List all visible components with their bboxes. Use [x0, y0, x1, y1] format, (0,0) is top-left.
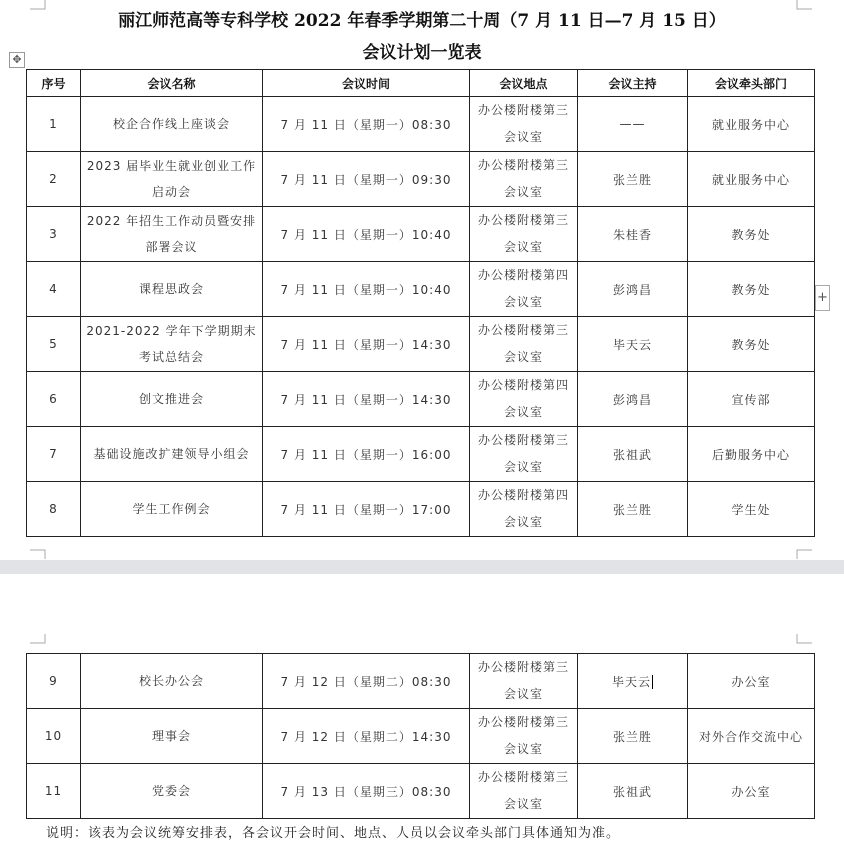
row-number-cell[interactable] [27, 427, 81, 482]
meeting-host-cell[interactable] [578, 97, 688, 152]
meeting-department-cell[interactable] [688, 482, 815, 537]
meeting-host-text: 张兰胜 [612, 502, 652, 517]
meeting-time-text: 7 月 11 日（星期一）10:40 [280, 227, 452, 242]
meeting-name-text: 2023 届毕业生就业创业工作启动会 [86, 159, 257, 199]
location-line: 办公楼附楼第三 [477, 433, 569, 447]
location-line: 会议室 [503, 515, 543, 529]
header-cell-time: 会议时间 [263, 70, 470, 97]
meeting-host-cell[interactable] [578, 482, 688, 537]
table-row [27, 654, 815, 709]
page-break-gap [0, 560, 844, 574]
meeting-time-cell[interactable] [263, 207, 470, 262]
meeting-location-cell[interactable] [470, 654, 578, 709]
table-row [27, 709, 815, 764]
meeting-time-cell[interactable] [263, 317, 470, 372]
meeting-host-text: 彭鸿昌 [612, 392, 652, 407]
meeting-location-cell[interactable] [470, 764, 578, 819]
location-line: 会议室 [503, 295, 543, 309]
meeting-department-text: 就业服务中心 [711, 172, 790, 187]
page-corner-mark-icon [30, 549, 46, 559]
meeting-time-text: 7 月 12 日（星期二）14:30 [280, 729, 452, 744]
meeting-department-cell[interactable] [688, 372, 815, 427]
meeting-host-cell[interactable] [578, 654, 688, 709]
meeting-department-text: 教务处 [731, 337, 771, 352]
location-line: 办公楼附楼第四 [477, 268, 569, 282]
meeting-time-cell[interactable] [263, 97, 470, 152]
meeting-time-cell[interactable] [263, 372, 470, 427]
meeting-time-cell[interactable] [263, 709, 470, 764]
meeting-location-cell[interactable] [470, 482, 578, 537]
table-row [27, 207, 815, 262]
meeting-host-text: 张祖武 [612, 784, 652, 799]
meeting-host-cell[interactable] [578, 427, 688, 482]
location-line: 办公楼附楼第三 [477, 660, 569, 674]
meeting-host-cell[interactable] [578, 207, 688, 262]
meeting-name-cell[interactable] [81, 152, 263, 207]
meeting-department-text: 对外合作交流中心 [698, 729, 803, 744]
location-line: 会议室 [503, 797, 543, 811]
meeting-department-text: 教务处 [731, 227, 771, 242]
meeting-host-text: 毕天云 [611, 674, 651, 689]
meeting-department-cell[interactable] [688, 709, 815, 764]
row-number-cell[interactable] [27, 654, 81, 709]
meeting-name-cell[interactable] [81, 262, 263, 317]
row-number-text: 8 [49, 502, 58, 516]
location-line: 办公楼附楼第三 [477, 715, 569, 729]
meeting-name-cell[interactable] [81, 372, 263, 427]
meeting-name-cell[interactable] [81, 427, 263, 482]
meeting-department-text: 就业服务中心 [711, 117, 790, 132]
row-number-text: 5 [49, 337, 58, 351]
header-cell-department: 会议牵头部门 [688, 70, 815, 97]
location-line: 办公楼附楼第四 [477, 378, 569, 392]
meeting-location-cell[interactable] [470, 152, 578, 207]
row-number-text: 2 [49, 172, 58, 186]
location-line: 会议室 [503, 460, 543, 474]
meeting-time-cell[interactable] [263, 262, 470, 317]
table-row [27, 317, 815, 372]
meeting-name-cell[interactable] [81, 207, 263, 262]
header-cell-no: 序号 [27, 70, 81, 97]
meeting-location-cell[interactable] [470, 317, 578, 372]
meeting-location-cell[interactable] [470, 262, 578, 317]
meeting-host-text: 张兰胜 [612, 172, 652, 187]
table-row [27, 152, 815, 207]
meeting-time-text: 7 月 11 日（星期一）14:30 [280, 337, 452, 352]
meeting-name-text: 基础设施改扩建领导小组会 [93, 447, 250, 461]
location-line: 办公楼附楼第三 [477, 103, 569, 117]
row-number-text: 9 [49, 674, 58, 688]
meeting-host-cell[interactable] [578, 372, 688, 427]
meeting-location-cell[interactable] [470, 207, 578, 262]
location-line: 办公楼附楼第三 [477, 323, 569, 337]
meeting-name-text: 2021-2022 学年下学期期末考试总结会 [86, 324, 257, 364]
location-line: 会议室 [503, 742, 543, 756]
row-number-text: 3 [49, 227, 58, 241]
header-cell-host: 会议主持 [578, 70, 688, 97]
location-line: 会议室 [503, 405, 543, 419]
meeting-time-text: 7 月 11 日（星期一）10:40 [280, 282, 452, 297]
document-title-line2: 会议计划一览表 [362, 43, 482, 63]
meeting-host-text: 彭鸿昌 [612, 282, 652, 297]
meeting-name-cell[interactable] [81, 482, 263, 537]
meeting-department-cell[interactable] [688, 317, 815, 372]
row-number-text: 10 [44, 729, 63, 743]
page-corner-mark-icon [30, 0, 46, 10]
row-number-text: 11 [44, 784, 63, 798]
meeting-host-text: 毕天云 [612, 337, 652, 352]
meeting-department-cell[interactable] [688, 207, 815, 262]
meeting-department-text: 宣传部 [731, 392, 771, 407]
row-number-text: 1 [49, 117, 58, 131]
row-number-cell[interactable] [27, 262, 81, 317]
table-row [27, 372, 815, 427]
meeting-host-text: —— [619, 117, 646, 131]
meeting-name-cell[interactable] [81, 654, 263, 709]
location-line: 会议室 [503, 240, 543, 254]
meeting-location-cell[interactable] [470, 97, 578, 152]
meeting-host-cell[interactable] [578, 317, 688, 372]
location-line: 办公楼附楼第三 [477, 770, 569, 784]
header-cell-location: 会议地点 [470, 70, 578, 97]
row-number-text: 7 [49, 447, 58, 461]
meeting-time-cell[interactable] [263, 482, 470, 537]
table-move-handle-icon[interactable]: ✥ [9, 52, 25, 68]
meeting-host-text: 张兰胜 [612, 729, 652, 744]
row-number-cell[interactable] [27, 482, 81, 537]
table-row [27, 262, 815, 317]
page-corner-mark-icon [796, 549, 812, 559]
meeting-time-text: 7 月 11 日（星期一）16:00 [280, 447, 452, 462]
location-line: 会议室 [503, 687, 543, 701]
meeting-time-text: 7 月 11 日（星期一）09:30 [280, 172, 452, 187]
meeting-time-text: 7 月 11 日（星期一）17:00 [280, 502, 452, 517]
header-cell-name: 会议名称 [81, 70, 263, 97]
meeting-host-cell[interactable] [578, 262, 688, 317]
meeting-time-text: 7 月 13 日（星期三）08:30 [280, 784, 452, 799]
table-row [27, 97, 815, 152]
table-header-row [27, 70, 815, 97]
row-number-text: 4 [49, 282, 58, 296]
row-number-cell[interactable] [27, 207, 81, 262]
meeting-host-text: 朱桂香 [612, 227, 652, 242]
table-row [27, 482, 815, 537]
meeting-time-text: 7 月 11 日（星期一）08:30 [280, 117, 452, 132]
meeting-name-text: 课程思政会 [138, 282, 204, 296]
meeting-host-cell[interactable] [578, 152, 688, 207]
meeting-location-cell[interactable] [470, 427, 578, 482]
meeting-department-text: 教务处 [731, 282, 771, 297]
meeting-host-cell[interactable] [578, 709, 688, 764]
row-number-cell[interactable] [27, 317, 81, 372]
document-title-line1: 丽江师范高等专科学校 2022 年春季学期第二十周（7 月 11 日—7 月 15 日） [118, 11, 726, 31]
meeting-time-cell[interactable] [263, 764, 470, 819]
meeting-name-text: 创文推进会 [138, 392, 204, 406]
meeting-location-cell[interactable] [470, 709, 578, 764]
row-number-cell[interactable] [27, 372, 81, 427]
meeting-name-cell[interactable] [81, 317, 263, 372]
meeting-time-cell[interactable] [263, 654, 470, 709]
location-line: 会议室 [503, 350, 543, 364]
meeting-location-cell[interactable] [470, 372, 578, 427]
meeting-department-cell[interactable] [688, 152, 815, 207]
meeting-time-cell[interactable] [263, 427, 470, 482]
row-number-cell[interactable] [27, 709, 81, 764]
row-number-cell[interactable] [27, 97, 81, 152]
meeting-name-cell[interactable] [81, 97, 263, 152]
footnote: 说明：该表为会议统筹安排表，各会议开会时间、地点、人员以会议牵头部门具体通知为准。 [46, 826, 621, 841]
meeting-table-page1 [26, 69, 815, 537]
meeting-department-text: 后勤服务中心 [711, 447, 790, 462]
meeting-name-cell[interactable] [81, 709, 263, 764]
meeting-host-text: 张祖武 [612, 447, 652, 462]
row-number-text: 6 [49, 392, 58, 406]
page-corner-mark-icon [796, 0, 812, 10]
meeting-department-text: 学生处 [731, 502, 771, 517]
meeting-department-cell[interactable] [688, 764, 815, 819]
meeting-department-cell[interactable] [688, 427, 815, 482]
meeting-name-text: 党委会 [151, 784, 191, 798]
location-line: 办公楼附楼第四 [477, 488, 569, 502]
page-corner-mark-icon [796, 634, 812, 644]
location-line: 办公楼附楼第三 [477, 213, 569, 227]
meeting-name-cell[interactable] [81, 764, 263, 819]
meeting-name-text: 校企合作线上座谈会 [112, 117, 230, 131]
page-corner-mark-icon [30, 634, 46, 644]
meeting-name-text: 理事会 [151, 729, 191, 743]
row-number-cell[interactable] [27, 152, 81, 207]
add-row-icon[interactable]: + [815, 285, 830, 311]
meeting-department-cell[interactable] [688, 654, 815, 709]
meeting-time-text: 7 月 11 日（星期一）14:30 [280, 392, 452, 407]
table-row [27, 427, 815, 482]
location-line: 会议室 [503, 130, 543, 144]
meeting-time-cell[interactable] [263, 152, 470, 207]
meeting-name-text: 学生工作例会 [132, 502, 211, 516]
meeting-time-text: 7 月 12 日（星期二）08:30 [280, 674, 452, 689]
table-row [27, 764, 815, 819]
meeting-name-text: 2022 年招生工作动员暨安排部署会议 [86, 214, 257, 254]
meeting-department-cell[interactable] [688, 262, 815, 317]
location-line: 会议室 [503, 185, 543, 199]
meeting-table-page2 [26, 653, 815, 819]
meeting-name-text: 校长办公会 [138, 674, 204, 688]
text-cursor [652, 675, 653, 689]
meeting-host-cell[interactable] [578, 764, 688, 819]
meeting-department-text: 办公室 [731, 784, 771, 799]
location-line: 办公楼附楼第三 [477, 158, 569, 172]
row-number-cell[interactable] [27, 764, 81, 819]
meeting-department-cell[interactable] [688, 97, 815, 152]
meeting-department-text: 办公室 [731, 674, 771, 689]
